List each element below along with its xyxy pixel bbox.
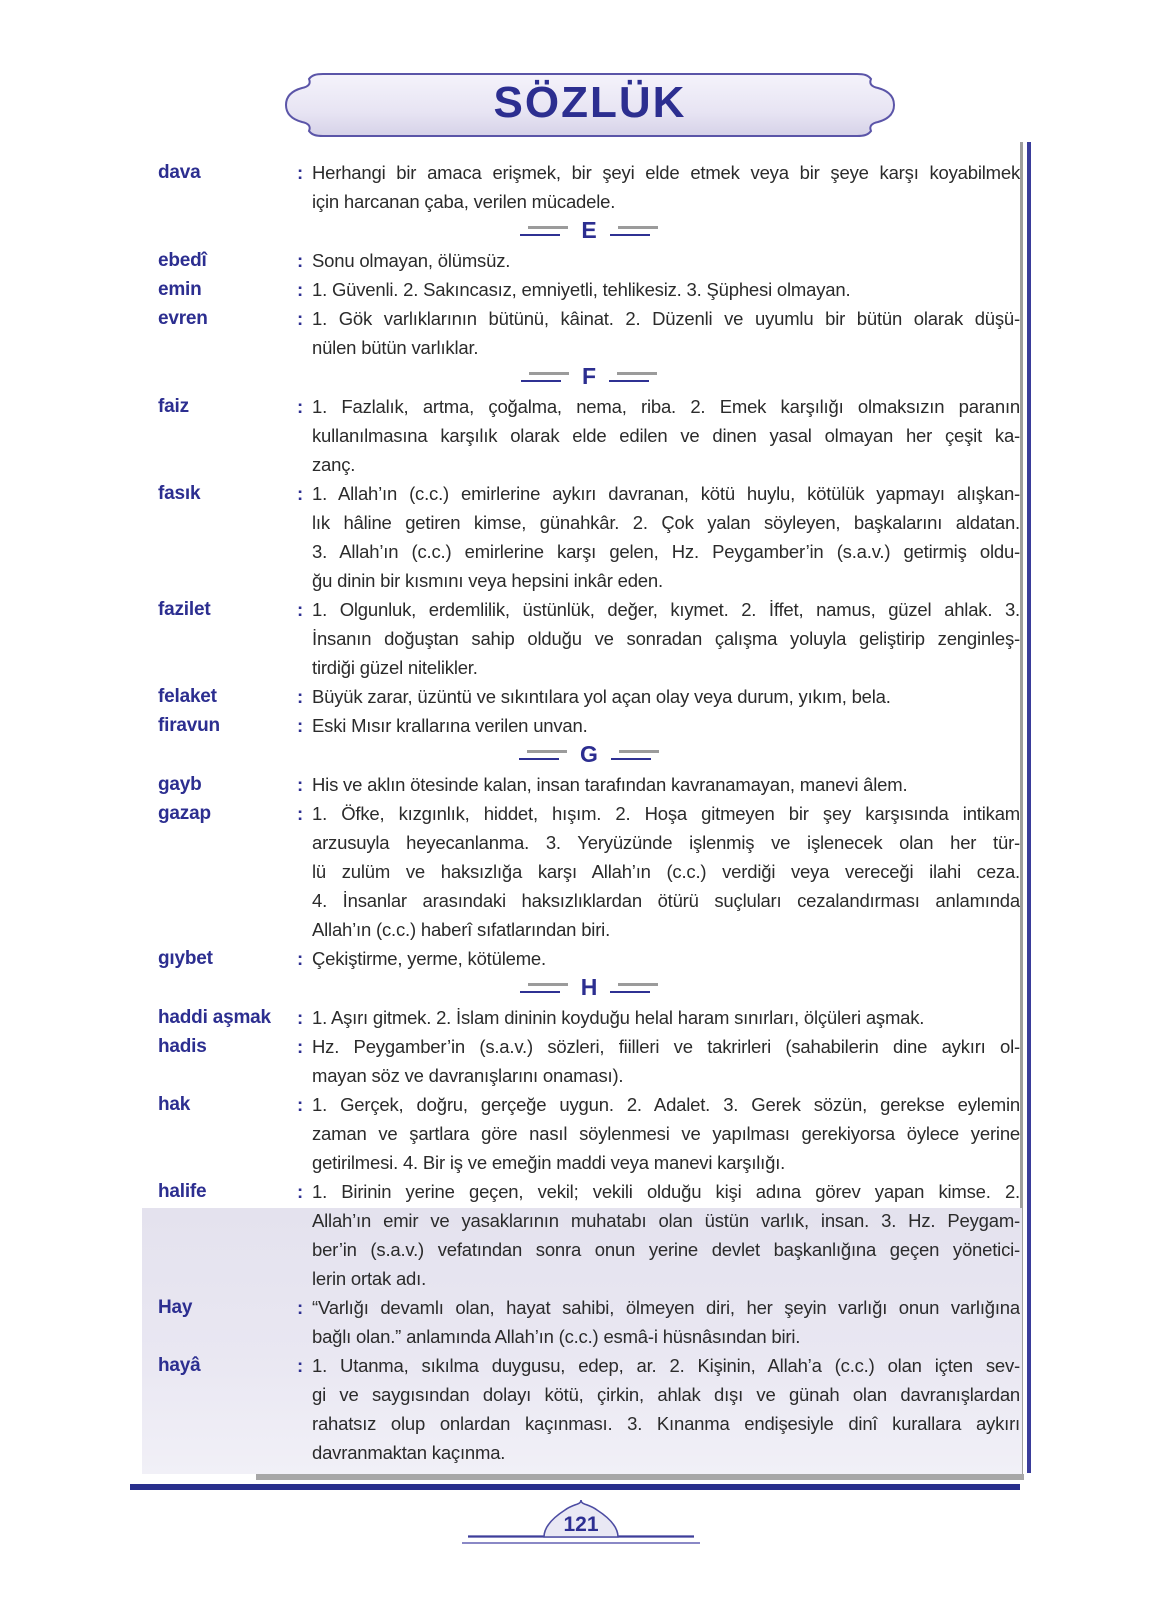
definition-line: Sonu olmayan, ölümsüz.: [312, 250, 511, 271]
glossary-entry: [158, 392, 1020, 479]
glossary-entry: [158, 304, 1020, 362]
definition-line: Hz. Peygamber’in (s.a.v.) sözleri, fiilleri ve takrirleri (sahabilerin dine aykırı ol-: [312, 1036, 1020, 1057]
definition-line: ğu dinin bir kısmını veya hepsini inkâr eden.: [312, 570, 663, 591]
glossary-term: dava: [158, 162, 201, 183]
glossary-term: faiz: [158, 396, 189, 417]
definition-line: getirilmesi. 4. Bir iş ve emeğin maddi veya manevi karşılığı.: [312, 1152, 786, 1173]
definition-line: nülen bütün varlıklar.: [312, 337, 479, 358]
page-title: SÖZLÜK: [493, 78, 687, 127]
glossary-term: evren: [158, 308, 208, 329]
definition-line: 3. Allah’ın (c.c.) emirlerine karşı gelen, Hz. Peygamber’in (s.a.v.) getirmiş oldu-: [312, 541, 1020, 562]
definition-line: 1. Utanma, sıkılma duygusu, edep, ar. 2. Kişinin, Allah’a (c.c.) olan içten sev-: [312, 1355, 1020, 1376]
letter-separator: [158, 740, 1020, 770]
colon-separator: :: [297, 1181, 304, 1202]
glossary-definition: [312, 1003, 1020, 1032]
glossary-term: felaket: [158, 686, 217, 707]
separator-lines: [609, 372, 657, 382]
separator-lines: [519, 750, 567, 760]
definition-line: 1. Aşırı gitmek. 2. İslam dininin koyduğu helal haram sınırları, ölçüleri aşmak.: [312, 1007, 925, 1028]
glossary-entry: [158, 711, 1020, 740]
glossary-term: hayâ: [158, 1355, 201, 1376]
glossary-term: hak: [158, 1094, 191, 1115]
glossary-definition: [312, 1032, 1020, 1090]
definition-line: ber’in (s.a.v.) vefatından sonra onun yerine devlet başkanlığına geçen yönetici-: [312, 1239, 1020, 1260]
definition-line: Allah’ın (c.c.) haberî sıfatlarından biri.: [312, 919, 611, 940]
definition-line: 1. Fazlalık, artma, çoğalma, nema, riba. 2. Emek karşılığı olmaksızın paranın: [312, 396, 1020, 417]
definition-line: 1. Olgunluk, erdemlilik, üstünlük, değer, kıymet. 2. İffet, namus, güzel ahlak. 3.: [312, 599, 1020, 620]
glossary-entry: [158, 275, 1020, 304]
colon-separator: :: [297, 948, 304, 969]
colon-separator: :: [297, 279, 304, 300]
glossary-definition: [312, 158, 1020, 216]
glossary-entry: [158, 1351, 1020, 1467]
section-letter: G: [580, 740, 598, 767]
glossary-entry: [158, 479, 1020, 595]
definition-line: zaman ve şartlara göre nasıl söylenmesi ve yapılması gerekiyorsa öylece yerine: [312, 1123, 1020, 1144]
page-number: 121: [563, 1513, 599, 1536]
glossary-definition: [312, 799, 1020, 944]
glossary-entry: [158, 682, 1020, 711]
glossary-content: [158, 158, 1020, 1467]
glossary-entry: [158, 944, 1020, 973]
colon-separator: :: [297, 1007, 304, 1028]
glossary-term: halife: [158, 1181, 207, 1202]
definition-line: rahatsız olup onlardan kaçınması. 3. Kınanma endişesiyle dinî kurallara aykırı: [312, 1413, 1020, 1434]
section-letter: E: [581, 216, 597, 243]
separator-lines: [610, 226, 658, 236]
colon-separator: :: [297, 599, 304, 620]
glossary-definition: [312, 1351, 1020, 1467]
colon-separator: :: [297, 162, 304, 183]
glossary-term: emin: [158, 279, 202, 300]
definition-line: 1. Gök varlıklarının bütünü, kâinat. 2. Düzenli ve uyumlu bir bütün olarak düşü-: [312, 308, 1020, 329]
definition-line: arzusuyla heyecanlanma. 3. Yeryüzünde işlenmiş ve işlenecek olan her tür-: [312, 832, 1020, 853]
colon-separator: :: [297, 774, 304, 795]
glossary-term: gayb: [158, 774, 202, 795]
colon-separator: :: [297, 1297, 304, 1318]
colon-separator: :: [297, 250, 304, 271]
glossary-term: gazap: [158, 803, 211, 824]
section-letter: F: [581, 362, 597, 389]
glossary-term: fazilet: [158, 599, 211, 620]
definition-line: “Varlığı devamlı olan, hayat sahibi, ölmeyen diri, her şeyin varlığı onun varlığına: [312, 1297, 1020, 1318]
glossary-entry: [158, 246, 1020, 275]
glossary-definition: [312, 275, 1020, 304]
definition-line: 1. Güvenli. 2. Sakıncasız, emniyetli, tehlikesiz. 3. Şüphesi olmayan.: [312, 279, 851, 300]
glossary-entry: [158, 1293, 1020, 1351]
glossary-definition: [312, 770, 1020, 799]
colon-separator: :: [297, 308, 304, 329]
dome-ornament: [460, 1496, 702, 1550]
colon-separator: :: [297, 396, 304, 417]
definition-line: 1. Gerçek, doğru, gerçeğe uygun. 2. Adalet. 3. Gerek sözün, gerekse eylemin: [312, 1094, 1020, 1115]
definition-line: Eski Mısır krallarına verilen unvan.: [312, 715, 588, 736]
definition-line: Allah’ın emir ve yasaklarının muhatabı olan üstün varlık, insan. 3. Hz. Peygam-: [312, 1210, 1020, 1231]
glossary-definition: [312, 392, 1020, 479]
glossary-term: Hay: [158, 1297, 193, 1318]
letter-separator: [158, 362, 1020, 392]
colon-separator: :: [297, 1036, 304, 1057]
section-letter: H: [580, 973, 598, 1000]
glossary-entry: [158, 158, 1020, 216]
glossary-term: hadis: [158, 1036, 207, 1057]
definition-line: kullanılmasına karşılık olarak elde edilen ve dinen yasal olmayan her çeşit ka-: [312, 425, 1020, 446]
colon-separator: :: [297, 715, 304, 736]
glossary-definition: [312, 304, 1020, 362]
glossary-definition: [312, 944, 1020, 973]
glossary-entry: [158, 799, 1020, 944]
separator-lines: [520, 983, 568, 993]
glossary-entry: [158, 595, 1020, 682]
glossary-definition: [312, 1293, 1020, 1351]
separator-lines: [520, 226, 568, 236]
colon-separator: :: [297, 803, 304, 824]
glossary-entry: [158, 1177, 1020, 1293]
colon-separator: :: [297, 483, 304, 504]
definition-line: gi ve saygısından dolayı kötü, çirkin, ahlak dışı ve günah olan davranışlardan: [312, 1384, 1020, 1405]
definition-line: davranmaktan kaçınma.: [312, 1442, 506, 1463]
letter-separator: [158, 216, 1020, 246]
glossary-term: haddi aşmak: [158, 1007, 271, 1028]
colon-separator: :: [297, 686, 304, 707]
glossary-term: gıybet: [158, 948, 213, 969]
separator-lines: [521, 372, 569, 382]
title-plaque: [285, 70, 895, 140]
right-rule-blue: [1027, 142, 1031, 1473]
shade-shadow-bar: [256, 1474, 1024, 1480]
glossary-entry: [158, 770, 1020, 799]
definition-line: Çekiştirme, yerme, kötüleme.: [312, 948, 546, 969]
page-number-badge: [460, 1496, 702, 1550]
definition-line: için harcanan çaba, verilen mücadele.: [312, 191, 616, 212]
definition-line: zanç.: [312, 454, 356, 475]
separator-lines: [611, 750, 659, 760]
definition-line: bağlı olan.” anlamında Allah’ın (c.c.) esmâ-i hüsnâsından biri.: [312, 1326, 801, 1347]
glossary-entry: [158, 1003, 1020, 1032]
glossary-term: ebedî: [158, 250, 207, 271]
definition-line: lü zulüm ve haksızlığa karşı Allah’ın (c.c.) verdiği veya vereceği ilahi ceza.: [312, 861, 1020, 882]
footer-rule: [130, 1484, 1020, 1490]
definition-line: lerin ortak adı.: [312, 1268, 427, 1289]
glossary-entry: [158, 1090, 1020, 1177]
definition-line: Herhangi bir amaca erişmek, bir şeyi elde etmek veya bir şeye karşı koyabilmek: [312, 162, 1020, 183]
glossary-definition: [312, 1177, 1020, 1293]
glossary-definition: [312, 682, 1020, 711]
glossary-term: fasık: [158, 483, 201, 504]
definition-line: lık hâline getiren kimse, günahkâr. 2. Çok yalan söyleyen, başkalarını aldatan.: [312, 512, 1020, 533]
letter-separator: [158, 973, 1020, 1003]
glossary-definition: [312, 479, 1020, 595]
glossary-definition: [312, 1090, 1020, 1177]
glossary-term: firavun: [158, 715, 220, 736]
definition-line: His ve aklın ötesinde kalan, insan tarafından kavranamayan, manevi âlem.: [312, 774, 908, 795]
definition-line: 1. Allah’ın (c.c.) emirlerine aykırı davranan, kötü huylu, kötülük yapmayı alışkan-: [312, 483, 1020, 504]
definition-line: Büyük zarar, üzüntü ve sıkıntılara yol açan olay veya durum, yıkım, bela.: [312, 686, 891, 707]
definition-line: 4. İnsanlar arasındaki haksızlıklardan ötürü suçluları cezalandırması anlamında: [312, 890, 1020, 911]
glossary-entry: [158, 1032, 1020, 1090]
definition-line: 1. Birinin yerine geçen, vekil; vekili olduğu kişi adına görev yapan kimse. 2.: [312, 1181, 1020, 1202]
glossary-definition: [312, 595, 1020, 682]
colon-separator: :: [297, 1355, 304, 1376]
colon-separator: :: [297, 1094, 304, 1115]
definition-line: 1. Öfke, kızgınlık, hiddet, hışım. 2. Hoşa gitmeyen bir şey karşısında intikam: [312, 803, 1020, 824]
glossary-definition: [312, 711, 1020, 740]
definition-line: İnsanın doğuştan sahip olduğu ve sonradan çalışma yoluyla geliştirip zenginleş-: [312, 628, 1020, 649]
definition-line: tirdiği güzel nitelikler.: [312, 657, 478, 678]
glossary-definition: [312, 246, 1020, 275]
definition-line: mayan söz ve davranışlarını onaması).: [312, 1065, 624, 1086]
separator-lines: [610, 983, 658, 993]
